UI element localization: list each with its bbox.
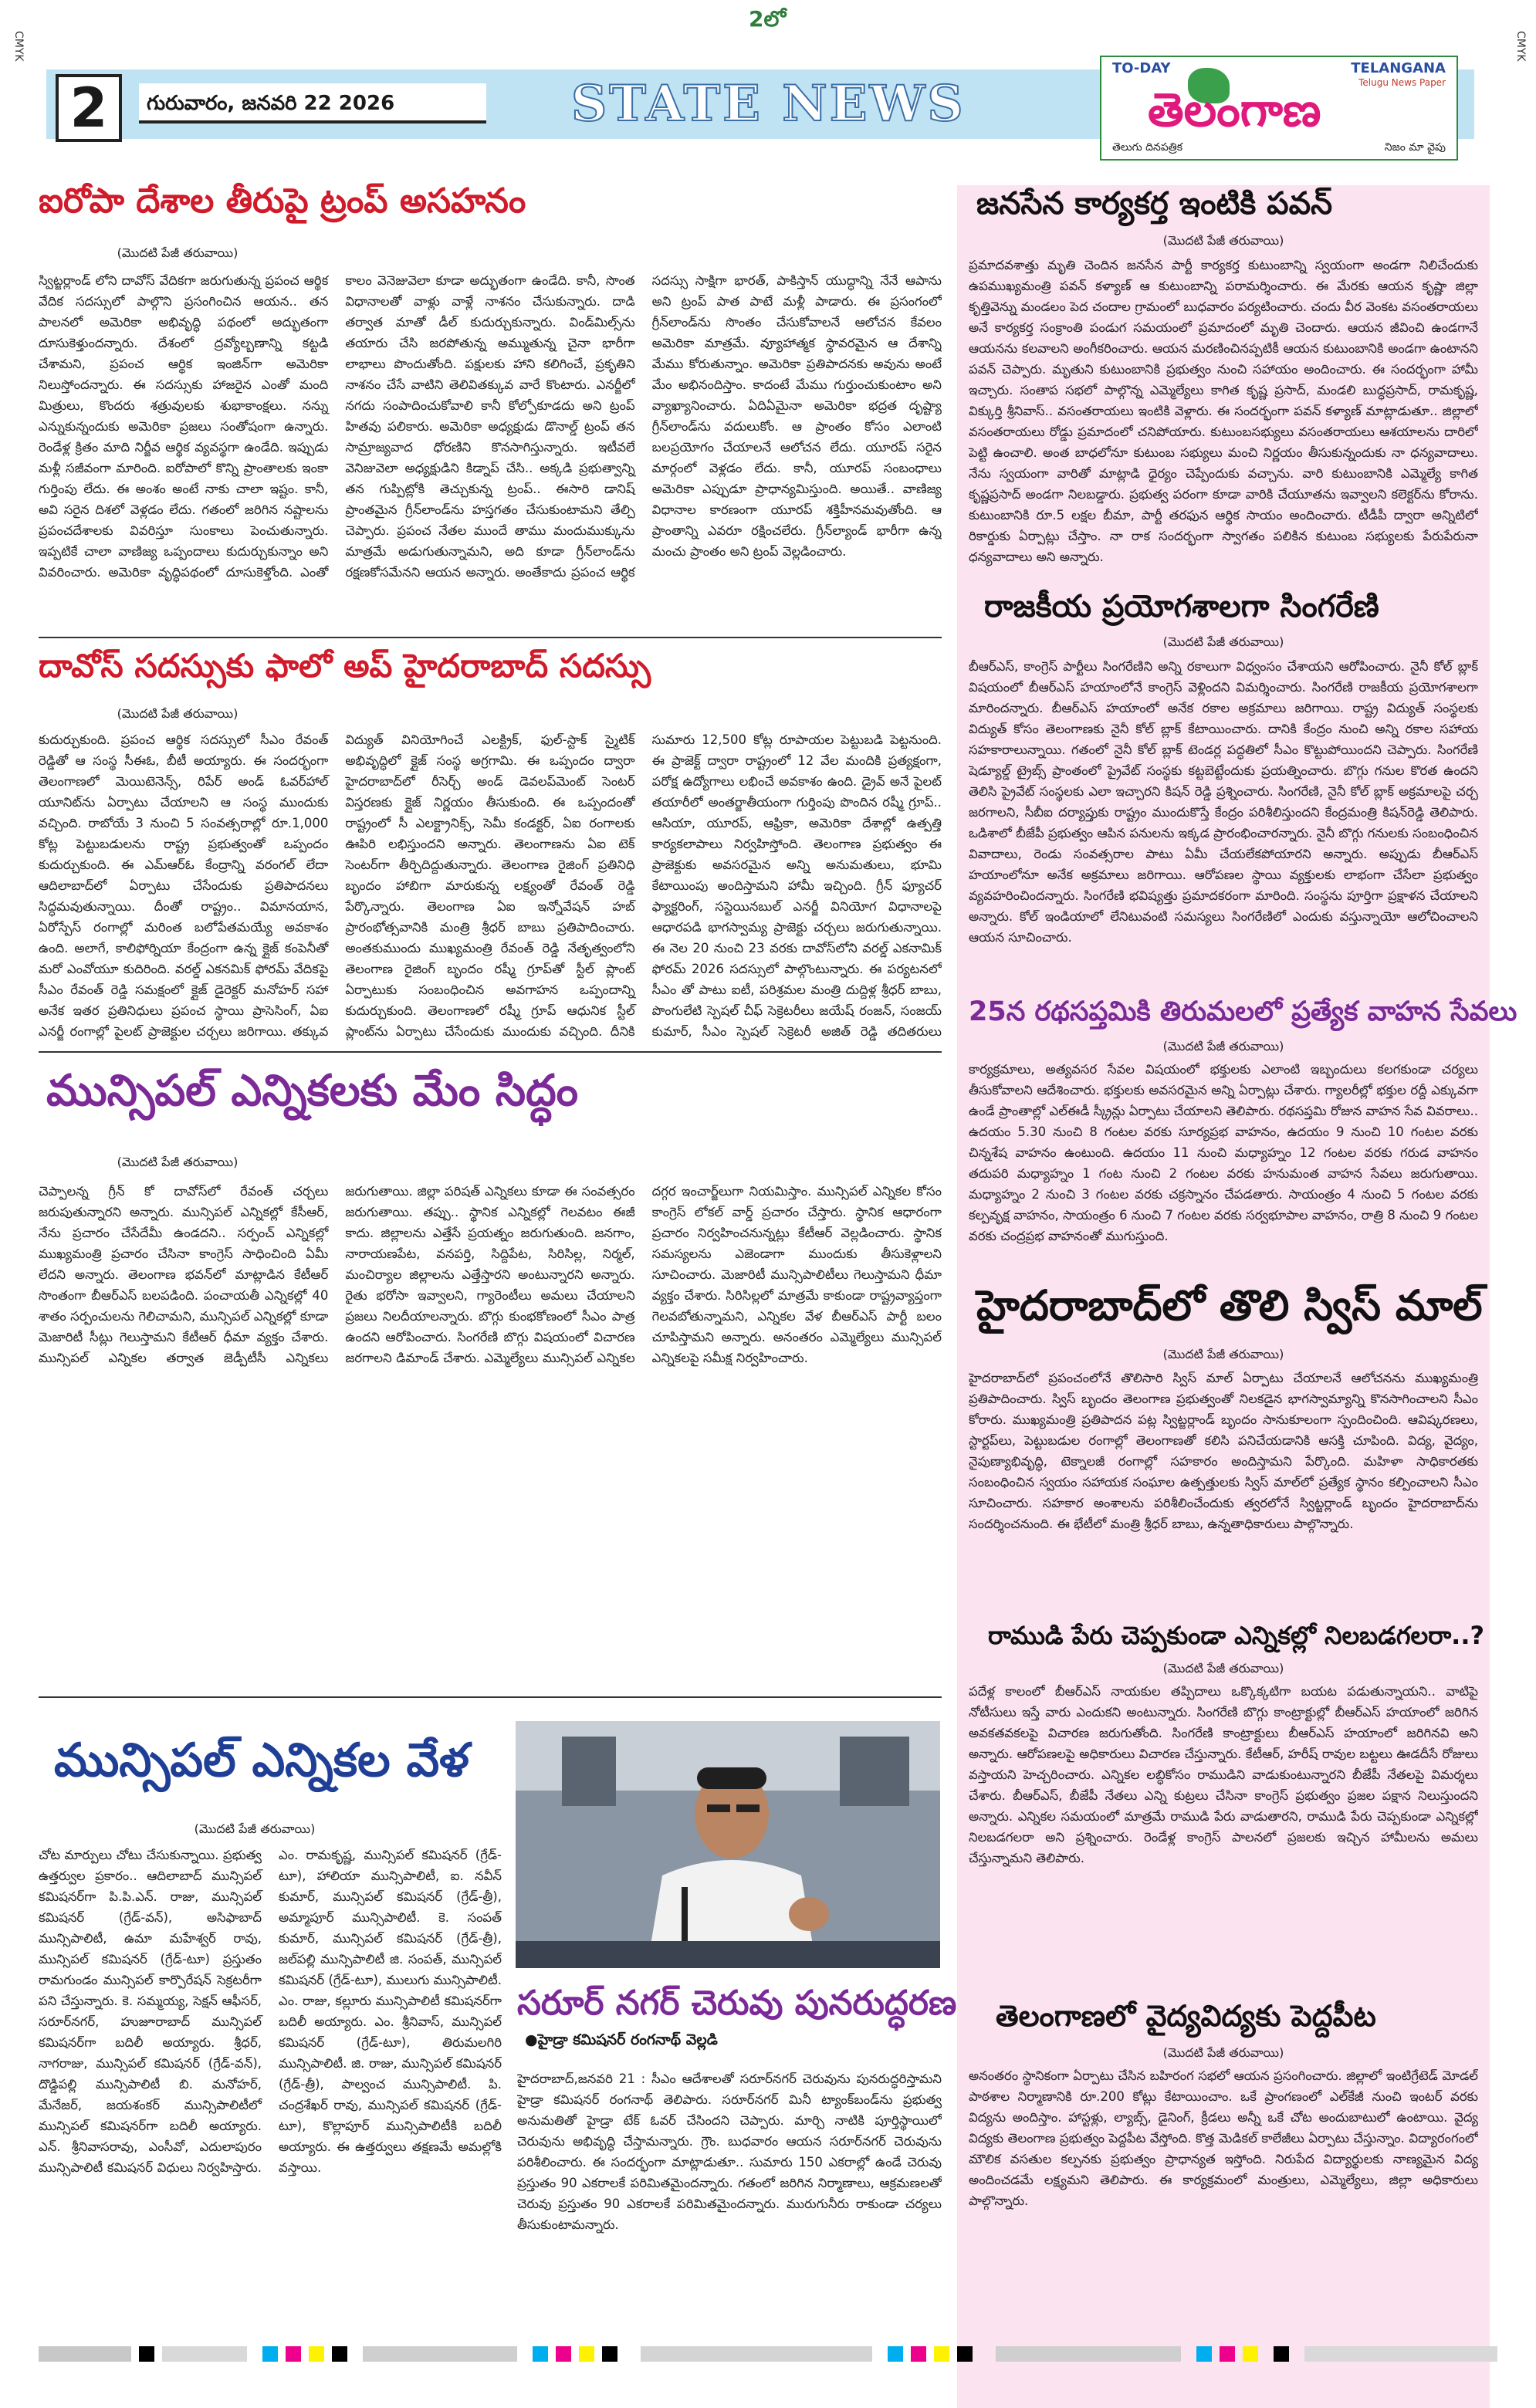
- cmyk-mark-left: CMYK: [12, 31, 25, 62]
- body-municipal-ready: చెప్పాలన్న గ్రీన్ కో దావోస్‌లో రేవంత్ చర్చలు జరుపుతున్నారని అన్నారు. మున్సిపల్ ఎన్నికల్లో కేసీఆర్, నేను ప్రచారం చేసేదేమీ ఉండదని.. సర్పంచ్ ఎన్నికల్లో ముఖ్యమంత్రి ప్రచారం చేసినా కాంగ్రెస్ సాధించింది ఏమీ లేదని అన్నారు. తెలంగాణ భవన్‌లో మాట్లాడిన కేటీఆర్ సొంతంగా బీఆర్ఎస్ బలపడింది. పంచాయతీ ఎన్నికల్లో 40 శాతం సర్పంచులను గెలిచామని, మున్సిపల్ ఎన్నికల్లో కూడా మెజారిటీ సీట్లు గెలుస్తామని కేటీఆర్ ధీమా వ్యక్తం చేశారు. మున్సిపల్ ఎన్నికల తర్వాత జెడ్పీటీసీ ఎన్నికలు జరుగుతాయి. జిల్లా పరిషత్ ఎన్నికలు కూడా ఈ సంవత్సరం జరుగుతాయి. తప్పు.. స్థానిక ఎన్నికల్లో గెలవటం ఈజీ కాదు. జిల్లాలను ఎత్తేసే ప్రయత్నం జరుగుతుంది. జనగాం, నారాయణపేట, వనపర్తి, సిద్దిపేట, సిరిసిల్ల, నిర్మల్, మంచిర్యాల జిల్లాలను ఎత్తేస్తారని అంటున్నారని అన్నారు. రైతు భరోసా ఇవ్వాలని, గ్యారెంటీలు అమలు చేయాలని ప్రజలు నిలదీయాలన్నారు. బొగ్గు కుంభకోణంలో సీఎం పాత్ర ఉందని ఆరోపించారు. సింగరేణి బొగ్గు విషయంలో విచారణ జరగాలని డిమాండ్ చేశారు. ఎమ్మెల్యేలు మున్సిపల్ ఎన్నికల దగ్గర ఇంచార్జ్‌లుగా నియమిస్తాం. మున్సిపల్ ఎన్నికల కోసం కాంగ్రెస్ లోకల్ వార్డ్ ప్రచారం చేస్తారు. స్థానిక ఆధారంగా ప్రచారం నిర్వహించనున్నట్లు కేటీఆర్ వెల్లడించారు. స్థానిక సమస్యలను ఎజెండాగా ముందుకు తీసుకెళ్లాలని సూచించారు. మెజారిటీ మున్సిపాలిటీలు గెలుస్తామని ధీమా వ్యక్తం చేశారు. సిరిసిల్లలో మాత్రమే కాకుండా రాష్ట్రవ్యాప్తంగా గెలవబోతున్నామని, ఎన్నికల వేళ బీఆర్ఎస్ పార్టీ బలం చూపిస్తామని అన్నారు. అనంతరం ఎమ్మెల్యేలు మున్సిపల్ ఎన్నికలపై సమీక్ష నిర్వహించారు.: [39, 1184, 942, 1365]
- masthead-logo: [1100, 56, 1458, 161]
- divider-1: [39, 637, 942, 638]
- body-singareni: బీఆర్ఎస్, కాంగ్రెస్ పార్టీలు సింగరేణిని అన్ని రకాలుగా విధ్వంసం చేశాయని ఆరోపించారు. నైనీ కోల్ బ్లాక్ విషయంలో బీఆర్ఎస్ హయాంలోనే కాంగ్రెస్ వెళ్లిందని విమర్శించారు. సింగరేణి రాజకీయ ప్రయోగశాలగా మారిందన్నారు. బీఆర్ఎస్ హయాంలో అనేక రకాల అక్రమాలు జరిగాయి. రాష్ట్ర విద్యుత్ సంస్థలకు విద్యుత్ కోసం తెలంగాణకు నైనీ కోల్ బ్లాక్ కేటాయించారు. దానికి కేంద్రం నుంచి అన్ని రకాల సహాయ సహకారాలున్నాయి. గతంలో నైనీ కోల్ బ్లాక్ టెండర్ల పద్ధతిలో సీఎం కొట్టుపోయిందని చెప్పారు. సింగరేణి షెడ్యూల్డ్ ట్రైబ్స్ ప్రాంతంలో ప్రైవేట్ సంస్థకు కట్టబెట్టేందుకు ప్రయత్నించారు. బొగ్గు గనుల కొరత ఉందని తెలిసి ప్రైవేట్ సంస్థలకు ఎలా ఇచ్చారని కిషన్ రెడ్డి ప్రశ్నించారు. సింగరేణి, నైనీ కోల్ బ్లాక్ అక్రమాలపై చర్చ జరగాలని, సీబీఐ దర్యాప్తుకు రాష్ట్రం ముందుకొస్తే కేంద్రం పరిశీలిస్తుందని కేంద్రమంత్రి కిషన్‌రెడ్డి తెలిపారు. ఒడిశాలో బీజేపీ ప్రభుత్వం ఆపిన పనులను ఇక్కడ ప్రారంభించారన్నారు. నైనీ బొగ్గు గనులకు సంబంధించిన వివాదాలు, రెండు సంవత్సరాల పాటు ఏమీ చేయలేకపోయారని అన్నారు. అప్పుడు బీఆర్ఎస్ హయాంలోనూ అనేక అక్రమాలు జరిగాయి. ఆరోపణల స్థాయి వ్యక్తులకు లాభంగా చేసేలా ప్రభుత్వం వ్యవహరించిందన్నారు. సింగరేణి భవిష్యత్తు ప్రమాదకరంగా మారింది. సంస్థను పూర్తిగా ప్రక్షాళన చేయాలని అన్నారు. కోల్ ఇండియాలో లేనిటువంటి సమస్యలు సింగరేణిలో ఎందుకు వస్తున్నాయో ఆలోచించాలని ఆయన సూచించారు.: [969, 659, 1478, 945]
- continued-medical: (మొదటి పేజీ తరువాయి): [1162, 2045, 1284, 2060]
- continued-municipal-ready: (మొదటి పేజీ తరువాయి): [117, 1155, 239, 1169]
- headline-municipal-ready: మున్సిపల్ ఎన్నికలకు మేం సిద్ధం: [46, 1066, 579, 1116]
- photo-commissioner: [516, 1721, 940, 1968]
- logo-paper: Telugu News Paper: [1358, 77, 1446, 88]
- headline-ttd: 25న రథసప్తమికి తిరుమలలో ప్రత్యేక వాహన సేవలు: [969, 996, 1517, 1027]
- divider-3: [39, 1696, 942, 1698]
- headline-davos: దావోస్ సదస్సుకు ఫాలో అప్ హైదరాబాద్ సదస్సు: [39, 647, 651, 685]
- divider-2: [39, 1051, 942, 1053]
- body-ramudu: పదేళ్ల కాలంలో బీఆర్ఎస్ నాయకుల తప్పిదాలు ఒక్కొక్కటిగా బయట పడుతున్నాయని.. వాటిపై నోటీసులు ఇస్తే వారు ఎందుకని అంటున్నారు. సింగరేణి బొగ్గు కాంట్రాక్టుల్లో బీఆర్ఎస్ హయాంలో జరిగిన అవకతవకలపై విచారణ జరుగుతోంది. సింగరేణి కాంట్రాక్టులు బీఆర్ఎస్ హయాంలో జరిగినవి అని అన్నారు. ఆరోపణలపై అధికారులు విచారణ చేస్తున్నారు. కేటీఆర్, హరీష్ రావుల బట్టలు ఊడదీసే రోజులు వస్తాయని హెచ్చరించారు. ఎన్నికల లబ్ధికోసం రాముడిని వాడుకుంటున్నారని బీజేపీ నేతలపై విమర్శలు చేశారు. బీఆర్ఎస్, బీజేపీ నేతలు ఎన్ని కుట్రలు చేసినా కాంగ్రెస్ ప్రభుత్వం ప్రజల పక్షాన నిలుస్తుందని అన్నారు. ఎన్నికల సమయంలో మాత్రమే రాముడి పేరు వాడుతారని, రాముడి పేరు చెప్పకుండా ఎన్నికల్లో నిలబడగలరా అని ప్రశ్నించారు. రెండేళ్ల కాంగ్రెస్ పాలనలో ప్రజలకు ఇచ్చిన హామీలను అమలు చేస్తున్నామని తెలిపారు.: [969, 1684, 1478, 1865]
- continued-ttd: (మొదటి పేజీ తరువాయి): [1162, 1039, 1284, 1054]
- headline-pawan: జనసేన కార్యకర్త ఇంటికి పవన్: [976, 186, 1333, 222]
- logo-name: తెలంగాణ: [1148, 83, 1321, 137]
- continued-pawan: (మొదటి పేజీ తరువాయి): [1162, 233, 1284, 248]
- headline-medical: తెలంగాణలో వైద్యవిద్యకు పెద్దపీట: [996, 1999, 1376, 2033]
- cmyk-mark-right: CMYK: [1514, 31, 1527, 62]
- body-pawan: ప్రమాదవశాత్తు మృతి చెందిన జనసేన పార్టీ కార్యకర్త కుటుంబాన్ని స్వయంగా అండగా నిలిచేందుకు ఉపముఖ్యమంత్రి పవన్ కళ్యాణ్ ఆ కుటుంబాన్ని పరామర్శించారు. ఈ మేరకు ఆయన కృష్ణా జిల్లా కృత్తివెన్ను మండలం పెద చందాల గ్రామంలో బుధవారం పర్యటించారు. చందు వీర వెంకట వసంతరాయలు అనే కార్యకర్త సంక్రాంతి పండుగ సమయంలో ప్రమాదంలో మృతి చెందారు. ఆయన జీవించి ఉండగానే ఆయనను కలవాలని అంగీకరించారు. ఆయన మరణించినప్పటికీ ఆయన కుటుంబానికి అండగా ఉంటానని పవన్ చెప్పారు. మృతుని కుటుంబానికి ప్రభుత్వం నుంచి సహాయం అందించారు. ఈ సందర్భంగా హామీ ఇచ్చారు. సంతాప సభలో పాల్గొన్న ఎమ్మెల్యేలు కాగిత కృష్ణ ప్రసాద్, మండలి బుద్ధప్రసాద్, రామకృష్ణ, విక్కుర్తి శ్రీనివాస్.. వసంతరాయలు ఇంటికి వెళ్లారు. ఈ సందర్భంగా పవన్ కళ్యాణ్ మాట్లాడుతూ.. జిల్లాలో వసంతరాయలు రోడ్డు ప్రమాదంలో చనిపోయారు. కుటుంబసభ్యులు వసంతరాయలు ఆశయాలను దారిలో పెట్టి ఉంచాలి. అంత బాధలోనూ కుటుంబ సభ్యులు మంచి నిర్ణయం తీసుకున్నందుకు నా ధన్యవాదాలు. నేను స్వయంగా వారితో మాట్లాడి ధైర్యం చెప్పేందుకు వచ్చాను. వారి కుటుంబానికి ఎమ్మెల్యే కాగిత కృష్ణప్రసాద్ అండగా నిలబడ్డారు. ప్రభుత్వ పరంగా కూడా వారికి చేయూతను ఇవ్వాలని కలెక్టర్‌ను కోరాను. కుటుంబానికి రూ.5 లక్షల బీమా, పార్టీ తరఫున ఆర్థిక సాయం అందించారు. టీడీపీ ద్వారా అన్నిటిలో రికార్డుకు ఏర్పాట్లు చేస్తాం. నా రాక సందర్భంగా స్వాగతం పలికిన కుటుంబ సభ్యులకు పేరుపేరునా ధన్యవాదాలు అని అన్నారు.: [969, 258, 1478, 564]
- continued-swiss: (మొదటి పేజీ తరువాయి): [1162, 1347, 1284, 1361]
- body-ttd: కార్యక్రమాలు, అత్యవసర సేవల విషయంలో భక్తులకు ఎలాంటి ఇబ్బందులు కలగకుండా చర్యలు తీసుకోవాలని ఆదేశించారు. భక్తులకు అవసరమైన అన్ని ఏర్పాట్లు చేశారు. గ్యాలరీల్లో భక్తుల రద్దీ ఎక్కువగా ఉండే ప్రాంతాల్లో ఎల్‌ఈడీ స్క్రీన్లు ఏర్పాటు చేయాలని తెలిపారు. రథసప్తమి రోజున వాహన సేవ వివరాలు.. ఉదయం 5.30 నుంచి 8 గంటల వరకు సూర్యప్రభ వాహనం, ఉదయం 9 నుంచి 10 గంటల వరకు చిన్నశేష వాహనం ఉంటుంది. ఉదయం 11 నుంచి మధ్యాహ్నం 12 గంటల వరకు గరుడ వాహనం తదుపరి మధ్యాహ్నం 1 గంట నుంచి 2 గంటల వరకు హనుమంత వాహన సేవలు జరుగుతాయి. మధ్యాహ్నం 2 నుంచి 3 గంటల వరకు చక్రస్నానం చేపడతారు. సాయంత్రం 4 నుంచి 5 గంటల వరకు కల్పవృక్ష వాహనం, సాయంత్రం 6 నుంచి 7 గంటల వరకు సర్వభూపాల వాహనం, రాత్రి 8 నుంచి 9 గంటల వరకు చంద్రప్రభ వాహనంతో ముగుస్తుంది.: [969, 1062, 1478, 1243]
- body-davos: కుదుర్చుకుంది. ప్రపంచ ఆర్థిక సదస్సులో సీఎం రేవంత్ రెడ్డితో ఆ సంస్థ సీఈఓ, బీటీ అయ్యారు. ఈ సందర్భంగా తెలంగాణలో మెయిటెనెన్స్, రిపేర్ అండ్ ఓవర్‌హాల్ యూనిట్‌ను ఏర్పాటు చేయాలని ఆ సంస్థ ముందుకు వచ్చింది. రాబోయే 3 నుంచి 5 సంవత్సరాల్లో రూ.1,000 కోట్ల పెట్టుబడులను రాష్ట్ర ప్రభుత్వంతో ఒప్పందం కుదుర్చుకుంది. ఈ ఎమ్ఆర్‌ఓ కేంద్రాన్ని వరంగల్ లేదా ఆదిలాబాద్‌లో ఏర్పాటు చేసేందుకు ప్రతిపాదనలు సిద్ధమవుతున్నాయి. దీంతో రాష్ట్రం.. విమానయాన, ఏరోస్పేస్ రంగాల్లో మరింత బలోపేతమయ్యే అవకాశం ఉంది. అలాగే, కాలిఫోర్నియా కేంద్రంగా ఉన్న క్లైజ్ కంపెనీతో మరో ఎంవోయూ కుదిరింది. వరల్డ్ ఎకనమిక్ ఫోరమ్ వేదికపై సీఎం రేవంత్ రెడ్డి సమక్షంలో క్లైజ్ డైరెక్టర్ మనోహర్ సహా అనేక ఇతర ప్రతినిధులు ప్రపంచ స్థాయి ప్రాసెసింగ్, ఏఐ ఎనర్జీ రంగాల్లో పైలట్ ప్రాజెక్టుల చర్చలు జరిగాయి. తక్కువ విద్యుత్ వినియోగించే ఎలక్ట్రిక్, ఫుల్-స్టాక్ స్మైటిక్ అభివృద్ధిలో క్లైజ్ సంస్థ అగ్రగామి. ఈ ఒప్పందం ద్వారా హైదరాబాద్‌లో రీసెర్చ్ అండ్ డెవలప్‌మెంట్ సెంటర్ విస్తరణకు క్లైజ్ నిర్ణయం తీసుకుంది. ఈ ఒప్పందంతో రాష్ట్రంలో సీ ఎలక్ట్రానిక్స్, సెమీ కండక్టర్, ఏఐ రంగాలకు ఊపిరి లభిస్తుందని అన్నారు. తెలంగాణను ఏఐ టెక్ సెంటర్‌గా తీర్చిదిద్దుతున్నారు. తెలంగాణ రైజింగ్ ప్రతినిధి బృందం హాబిగా మారుకున్న లక్ష్యంతో రేవంత్ రెడ్డి పేర్కొన్నారు. తెలంగాణ ఏఐ ఇన్నోవేషన్ హబ్ ప్రారంభోత్సవానికి మంత్రి శ్రీధర్ బాబు ప్రతిపాదించారు. అంతకుముందు ముఖ్యమంత్రి రేవంత్ రెడ్డి నేతృత్వంలోని తెలంగాణ రైజింగ్ బృందం రష్మీ గ్రూప్‌తో స్టీల్ ప్లాంట్ ఏర్పాటుకు సంబంధించిన అవగాహన ఒప్పందాన్ని కుదుర్చుకుంది. తెలంగాణలో రష్మీ గ్రూప్ ఆధునిక స్టీల్ ప్లాంట్‌ను ఏర్పాటు చేసేందుకు ముందుకు వచ్చింది. దీనికి సుమారు 12,500 కోట్ల రూపాయల పెట్టుబడి పెట్టనుంది. ఈ ప్రాజెక్ట్ ద్వారా రాష్ట్రంలో 12 వేల మందికి ప్రత్యక్షంగా, పరోక్ష ఉద్యోగాలు లభించే అవకాశం ఉంది. డ్రైవ్ అనే పైలట్ తయారీలో అంతర్జాతీయంగా గుర్తింపు పొందిన రష్మీ గ్రూప్.. ఆసియా, యూరప్, ఆఫ్రికా, అమెరికా దేశాల్లో ఉత్పత్తి కార్యకలాపాలు నిర్వహిస్తోంది. తెలంగాణ ప్రభుత్వం ఈ ప్రాజెక్టుకు అవసరమైన అన్ని అనుమతులు, భూమి కేటాయింపు అందిస్తామని హామీ ఇచ్చింది. గ్రీన్ ఫ్యూచర్ ఫ్యాక్టరింగ్, సస్టెయినబుల్ ఎనర్జీ వినియోగ విధానాలపై ఆధారపడి భాగస్వామ్య ప్రాజెక్టు చర్చలు జరుగుతున్నాయి. ఈ నెల 20 నుంచి 23 వరకు దావోస్‌లోని వరల్డ్ ఎకనామిక్ ఫోరమ్ 2026 సదస్సులో పాల్గొంటున్నారు. ఈ పర్యటనలో సీఎం తో పాటు ఐటీ, పరిశ్రమల మంత్రి దుద్దిళ్ల శ్రీధర్ బాబు, పొంగులేటి స్పెషల్ చీఫ్ సెక్రెటరీలు జయేష్ రంజన్, సంజయ్ కుమార్, సీఎం స్పెషల్ సెక్రెటరీ అజిత్ రెడ్డి తదితరులు: [39, 732, 942, 1039]
- continued-ramudu: (మొదటి పేజీ తరువాయి): [1162, 1661, 1284, 1676]
- headline-saroor: సరూర్ నగర్ చెరువు పునరుద్ధరణ: [517, 1984, 957, 2023]
- logo-today: TO-DAY: [1112, 60, 1171, 76]
- continued-trump: (మొదటి పేజీ తరువాయి): [117, 245, 239, 260]
- body-trump: స్విట్జర్లాండ్ లోని దావోస్ వేదికగా జరుగుతున్న ప్రపంచ ఆర్థిక వేదిక సదస్సులో పాల్గొని ప్రసంగించిన ఆయన.. తన పాలనలో అమెరికా అభివృద్ధి పథంలో అద్భుతంగా దూసుకెళ్తుందన్నారు. దేశంలో ద్రవ్యోల్బణాన్ని కట్టడి చేశామని, ప్రపంచ ఆర్థిక ఇంజిన్‌గా అమెరికా నిలుస్తోందన్నారు. ఈ సదస్సుకు హాజరైన ఎంతో మంది మిత్రులు, కొందరు శత్రువులకు శుభాకాంక్షలు. నన్ను ఎన్నుకున్నందుకు అమెరికా ప్రజలు సంతోషంగా ఉన్నారు. రెండేళ్ల క్రితం మాది నిర్జీవ ఆర్థిక వ్యవస్థగా ఉండేది. ఇప్పుడు మళ్లీ సజీవంగా మారింది. ఐరోపాలో కొన్ని ప్రాంతాలకు ఇంకా గుర్తింపు లేదు. ఈ అంశం అంటే నాకు చాలా ఇష్టం. కానీ, అవి సరైన దిశలో వెళ్లడం లేదు. గతంలో జరిగిన నష్టాలను ప్రపంచదేశాలకు వివరిస్తూ సుంకాలు పెంచుతున్నారు. ఇప్పటికే చాలా వాణిజ్య ఒప్పందాలు కుదుర్చుకున్నాం అని వివరించారు. అమెరికా వృద్ధిపథంలో దూసుకెళ్తోంది. ఎంతో కాలం వెనెజువెలా కూడా అద్భుతంగా ఉండేది. కానీ, సొంత విధానాలతో వాళ్లు వాళ్లే నాశనం చేసుకున్నారు. దాడి తర్వాత మాతో డీల్ కుదుర్చుకున్నారు. విండ్‌మిల్స్‌ను తయారు చేసి జరపోతున్న అమ్ముతున్న చైనా భారీగా లాభాలు పొందుతోంది. పక్షులకు హాని కలిగించే, ప్రకృతిని నాశనం చేసే వాటిని తెలివితక్కువ వారే కొంటారు. ఎనర్జీలో నగదు సంపాదించుకోవాలి కానీ కోల్పోకూడదు అని ట్రంప్ హితవు పలికారు. అమెరికా అధ్యక్షుడు డొనాల్డ్ ట్రంప్ తన సామ్రాజ్యవాద ధోరణిని కొనసాగిస్తున్నారు. ఇటీవలే వెనిజువెలా అధ్యక్షుడిని కిడ్నాప్ చేసి.. అక్కడి ప్రభుత్వాన్ని తన గుప్పిట్లోకి తెచ్చుకున్న ట్రంప్.. ఈసారి డానిష్ ప్రాంతమైన గ్రీన్‌లాండ్‌ను హస్తగతం చేసుకుంటామని తేల్చి చెప్పారు. ప్రపంచ నేతల ముందే తాము మందుముక్కును మాత్రమే అడుగుతున్నామని, అది కూడా గ్రీన్‌లాండ్‌ను రక్షణకోసమేనని ఆయన అన్నారు. అంతేకాదు ప్రపంచ ఆర్థిక సదస్సు సాక్షిగా భారత్, పాకిస్తాన్ యుద్ధాన్ని నేనే ఆపాను అని ట్రంప్ పాత పాటే మళ్లీ పాడారు. ఈ ప్రసంగంలో గ్రీన్‌లాండ్‌ను సొంతం చేసుకోవాలనే ఆలోచన కేవలం అమెరికా మాత్రమే. వ్యూహాత్మక స్థావరమైన ఆ దేశాన్ని మేము కోరుతున్నాం. అమెరికా ప్రతిపాదనకు అవును అంటే మేం అభినందిస్తాం. కాదంటే మేము గుర్తుంచుకుంటాం అని వ్యాఖ్యానించారు. ఏదిఏమైనా అమెరికా భద్రత దృష్ట్యా గ్రీన్‌లాండ్‌ను వదులుకోం. ఆ ప్రాంతం కోసం ఎలాంటి బలప్రయోగం చేయాలనే ఆలోచన లేదు. యూరప్ సరైన మార్గంలో వెళ్లడం లేదు. కానీ, యూరప్ సంబంధాలు అమెరికా ఎప్పుడూ ప్రాధాన్యమిస్తుంది. అయితే.. వాణిజ్య విధానాల కారణంగా యూరప్ శక్తిహీనమవుతోంది. ఆ ప్రాంతాన్ని ఎవరూ రక్షించలేరు. గ్రీన్‌ల్యాండ్ భారీగా ఉన్న మంచు ప్రాంతం అని ట్రంప్ వెల్లడించారు.: [39, 273, 942, 580]
- headline-trump: ఐరోపా దేశాల తీరుపై ట్రంప్ అసహనం: [39, 181, 526, 221]
- body-medical: అనంతరం స్థానికంగా ఏర్పాటు చేసిన బహిరంగ సభలో ఆయన ప్రసంగించారు. జిల్లాలో ఇంటిగ్రేటెడ్ మోడల్ పాఠశాల నిర్మాణానికి రూ.200 కోట్లు కేటాయించాం. ఒకే ప్రాంగణంలో ఎల్‌కేజీ నుంచి ఇంటర్ వరకు విద్యను అందిస్తాం. హాస్టళ్లు, ల్యాబ్స్, డైనింగ్, క్రీడలు అన్నీ ఒకే చోట అందుబాటులో ఉంటాయి. వైద్య విద్యకు తెలంగాణ ప్రభుత్వం పెద్దపీట వేస్తోంది. కొత్త మెడికల్ కాలేజీలు ఏర్పాటు చేస్తున్నాం. విద్యారంగంలో మౌలిక వసతుల కల్పనకు ప్రభుత్వం ప్రాధాన్యత ఇస్తోంది. నిరుపేద విద్యార్థులకు నాణ్యమైన విద్య అందించడమే లక్ష్యమని తెలిపారు. ఈ కార్యక్రమంలో మంత్రులు, ఎమ్మెల్యేలు, జిల్లా అధికారులు పాల్గొన్నారు.: [969, 2068, 1478, 2208]
- headline-singareni: రాజకీయ ప్రయోగశాలగా సింగరేణి: [984, 589, 1379, 624]
- issue-date: గురువారం, జనవరి 22 2026: [139, 83, 486, 123]
- headline-municipal-time: మున్సిపల్ ఎన్నికల వేళ: [54, 1733, 469, 1787]
- continued-singareni: (మొదటి పేజీ తరువాయి): [1162, 634, 1284, 649]
- logo-telangana: TELANGANA: [1351, 60, 1446, 76]
- page-number: 2: [56, 74, 122, 142]
- logo-slogan-left: తెలుగు దినపత్రిక: [1112, 141, 1183, 154]
- headline-swiss: హైదరాబాద్‌లో తొలి స్విస్ మాల్: [976, 1281, 1483, 1330]
- top-page-number: 2లో: [749, 6, 787, 32]
- headline-ramudu: రాముడి పేరు చెప్పకుండా ఎన్నికల్లో నిలబడగలరా..?: [988, 1621, 1485, 1650]
- section-title: STATE NEWS: [571, 75, 966, 133]
- continued-davos: (మొదటి పేజీ తరువాయి): [117, 706, 239, 721]
- logo-slogan-right: నిజం మా వైపు: [1384, 141, 1446, 154]
- subhead-saroor: ●హైడ్రా కమిషనర్ రంగనాథ్ వెల్లడి: [525, 2031, 718, 2048]
- body-saroor: హైదరాబాద్,జనవరి 21 : సీఎం ఆదేశాలతో సరూర్‌నగర్ చెరువును పునరుద్ధరిస్తామని హైడ్రా కమిషనర్ రంగనాథ్ తెలిపారు. సరూర్‌నగర్ మినీ ట్యాంక్‌బండ్‌ను ప్రభుత్వ అనుమతితో హైడ్రా టేక్ ఓవర్ చేసిందని చెప్పారు. మార్చి నాటికి పూర్తిస్థాయిలో చెరువును అభివృద్ధి చేస్తామన్నారు. గ్రౌం. బుధవారం ఆయన సరూర్‌నగర్ చెరువును పరిశీలించారు. ఈ సందర్భంగా మాట్లాడుతూ.. సుమారు 150 ఎకరాల్లో ఉండే చెరువు ప్రస్తుతం 90 ఎకరాలకే పరిమితమైందన్నారు. గతంలో జరిగిన నిర్మాణాలు, ఆక్రమణలతో చెరువు ప్రస్తుతం 90 ఎకరాలకే పరిమితమైందన్నారు. మురుగునీరు రాకుండా చర్యలు తీసుకుంటామన్నారు.: [517, 2071, 942, 2232]
- body-swiss: హైదరాబాద్‌లో ప్రపంచంలోనే తొలిసారి స్విస్ మాల్ ఏర్పాటు చేయాలనే ఆలోచనను ముఖ్యమంత్రి ప్రతిపాదించారు. స్విస్ బృందం తెలంగాణ ప్రభుత్వంతో నిలకడైన భాగస్వామ్యాన్ని కొనసాగించాలని సీఎం కోరారు. ముఖ్యమంత్రి ప్రతిపాదన పట్ల స్విట్జర్లాండ్ బృందం సానుకూలంగా స్పందించింది. ఆవిష్కరణలు, స్టార్టప్‌లు, పెట్టుబడుల రంగాల్లో తెలంగాణతో కలిసి పనిచేయడానికి ఆసక్తి చూపింది. విద్య, వైద్యం, నైపుణ్యాభివృద్ధి, టెక్నాలజీ రంగాల్లో సహకారం అందిస్తామని పేర్కొంది. మహిళా సాధికారతకు సంబంధించిన స్వయం సహాయక సంఘాల ఉత్పత్తులకు స్విస్ మాల్‌లో ప్రత్యేక స్థానం కల్పించాలని సీఎం సూచించారు. సహకార అంశాలను పరిశీలించేందుకు త్వరలోనే స్విట్జర్లాండ్ బృందం హైదరాబాద్‌ను సందర్శించనుంది. ఈ భేటీలో మంత్రి శ్రీధర్ బాబు, ఉన్నతాధికారులు పాల్గొన్నారు.: [969, 1371, 1478, 1531]
- continued-municipal-time: (మొదటి పేజీ తరువాయి): [194, 1821, 316, 1836]
- color-calibration-bar: [39, 2346, 1497, 2362]
- body-municipal-time: చోట మార్పులు చోటు చేసుకున్నాయి. ప్రభుత్వ ఉత్తర్వుల ప్రకారం.. ఆదిలాబాద్ మున్సిపల్ కమిషనర్‌గా పి.పి.ఎన్. రాజు, మున్సిపల్ కమిషనర్ (గ్రేడ్-వన్), అసిఫాబాద్ మున్సిపాలిటీ, ఉమా మహేశ్వర్ రావు, మున్సిపల్ కమిషనర్ (గ్రేడ్-టూ) ప్రస్తుతం రామగుండం మున్సిపల్ కార్పొరేషన్ సెక్రటరీగా పని చేస్తున్నారు. కె. సమ్మయ్య, సెక్షన్ ఆఫీసర్, సరూర్‌నగర్, హుజూరాబాద్ మున్సిపల్ కమిషనర్‌గా బదిలీ అయ్యారు. శ్రీధర్, నాగరాజు, మున్సిపల్ కమిషనర్ (గ్రేడ్-వన్), దొడ్డిపల్లి మున్సిపాలిటీ బి. మనోహర్, మేనేజర్, జయశంకర్ మున్సిపాలిటీలో మున్సిపల్ కమిషనర్‌గా బదిలీ అయ్యారు. ఎన్. శ్రీనివాసరావు, ఎంసీవో, ఎదులాపురం మున్సిపాలిటీ కమిషనర్ విధులు నిర్వహిస్తారు. ఎం. రామకృష్ణ, మున్సిపల్ కమిషనర్ (గ్రేడ్-టూ), హాలియా మున్సిపాలిటీ, ఐ. నవీన్ కుమార్, మున్సిపల్ కమిషనర్ (గ్రేడ్-త్రీ), అమ్మాపూర్ మున్సిపాలిటీ. కె. సంపత్ కుమార్, మున్సిపల్ కమిషనర్ (గ్రేడ్-త్రీ), జల్‌పల్లి మున్సిపాలిటీ జి. సంపత్, మున్సిపల్ కమిషనర్ (గ్రేడ్-టూ), ములుగు మున్సిపాలిటీ. ఎం. రాజు, కల్లూరు మున్సిపాలిటీ కమిషనర్‌గా బదిలీ అయ్యారు. ఎం. శ్రీనివాస్, మున్సిపల్ కమిషనర్ (గ్రేడ్-టూ), తిరుమలగిరి మున్సిపాలిటీ. జి. రాజు, మున్సిపల్ కమిషనర్ (గ్రేడ్-త్రీ), పాల్వంచ మున్సిపాలిటీ. పి. చంద్రశేఖర్ రావు, మున్సిపల్ కమిషనర్ (గ్రేడ్-టూ), కొల్లాపూర్ మున్సిపాలిటీకి బదిలీ అయ్యారు. ఈ ఉత్తర్వులు తక్షణమే అమల్లోకి వస్తాయి.: [39, 1848, 502, 2175]
